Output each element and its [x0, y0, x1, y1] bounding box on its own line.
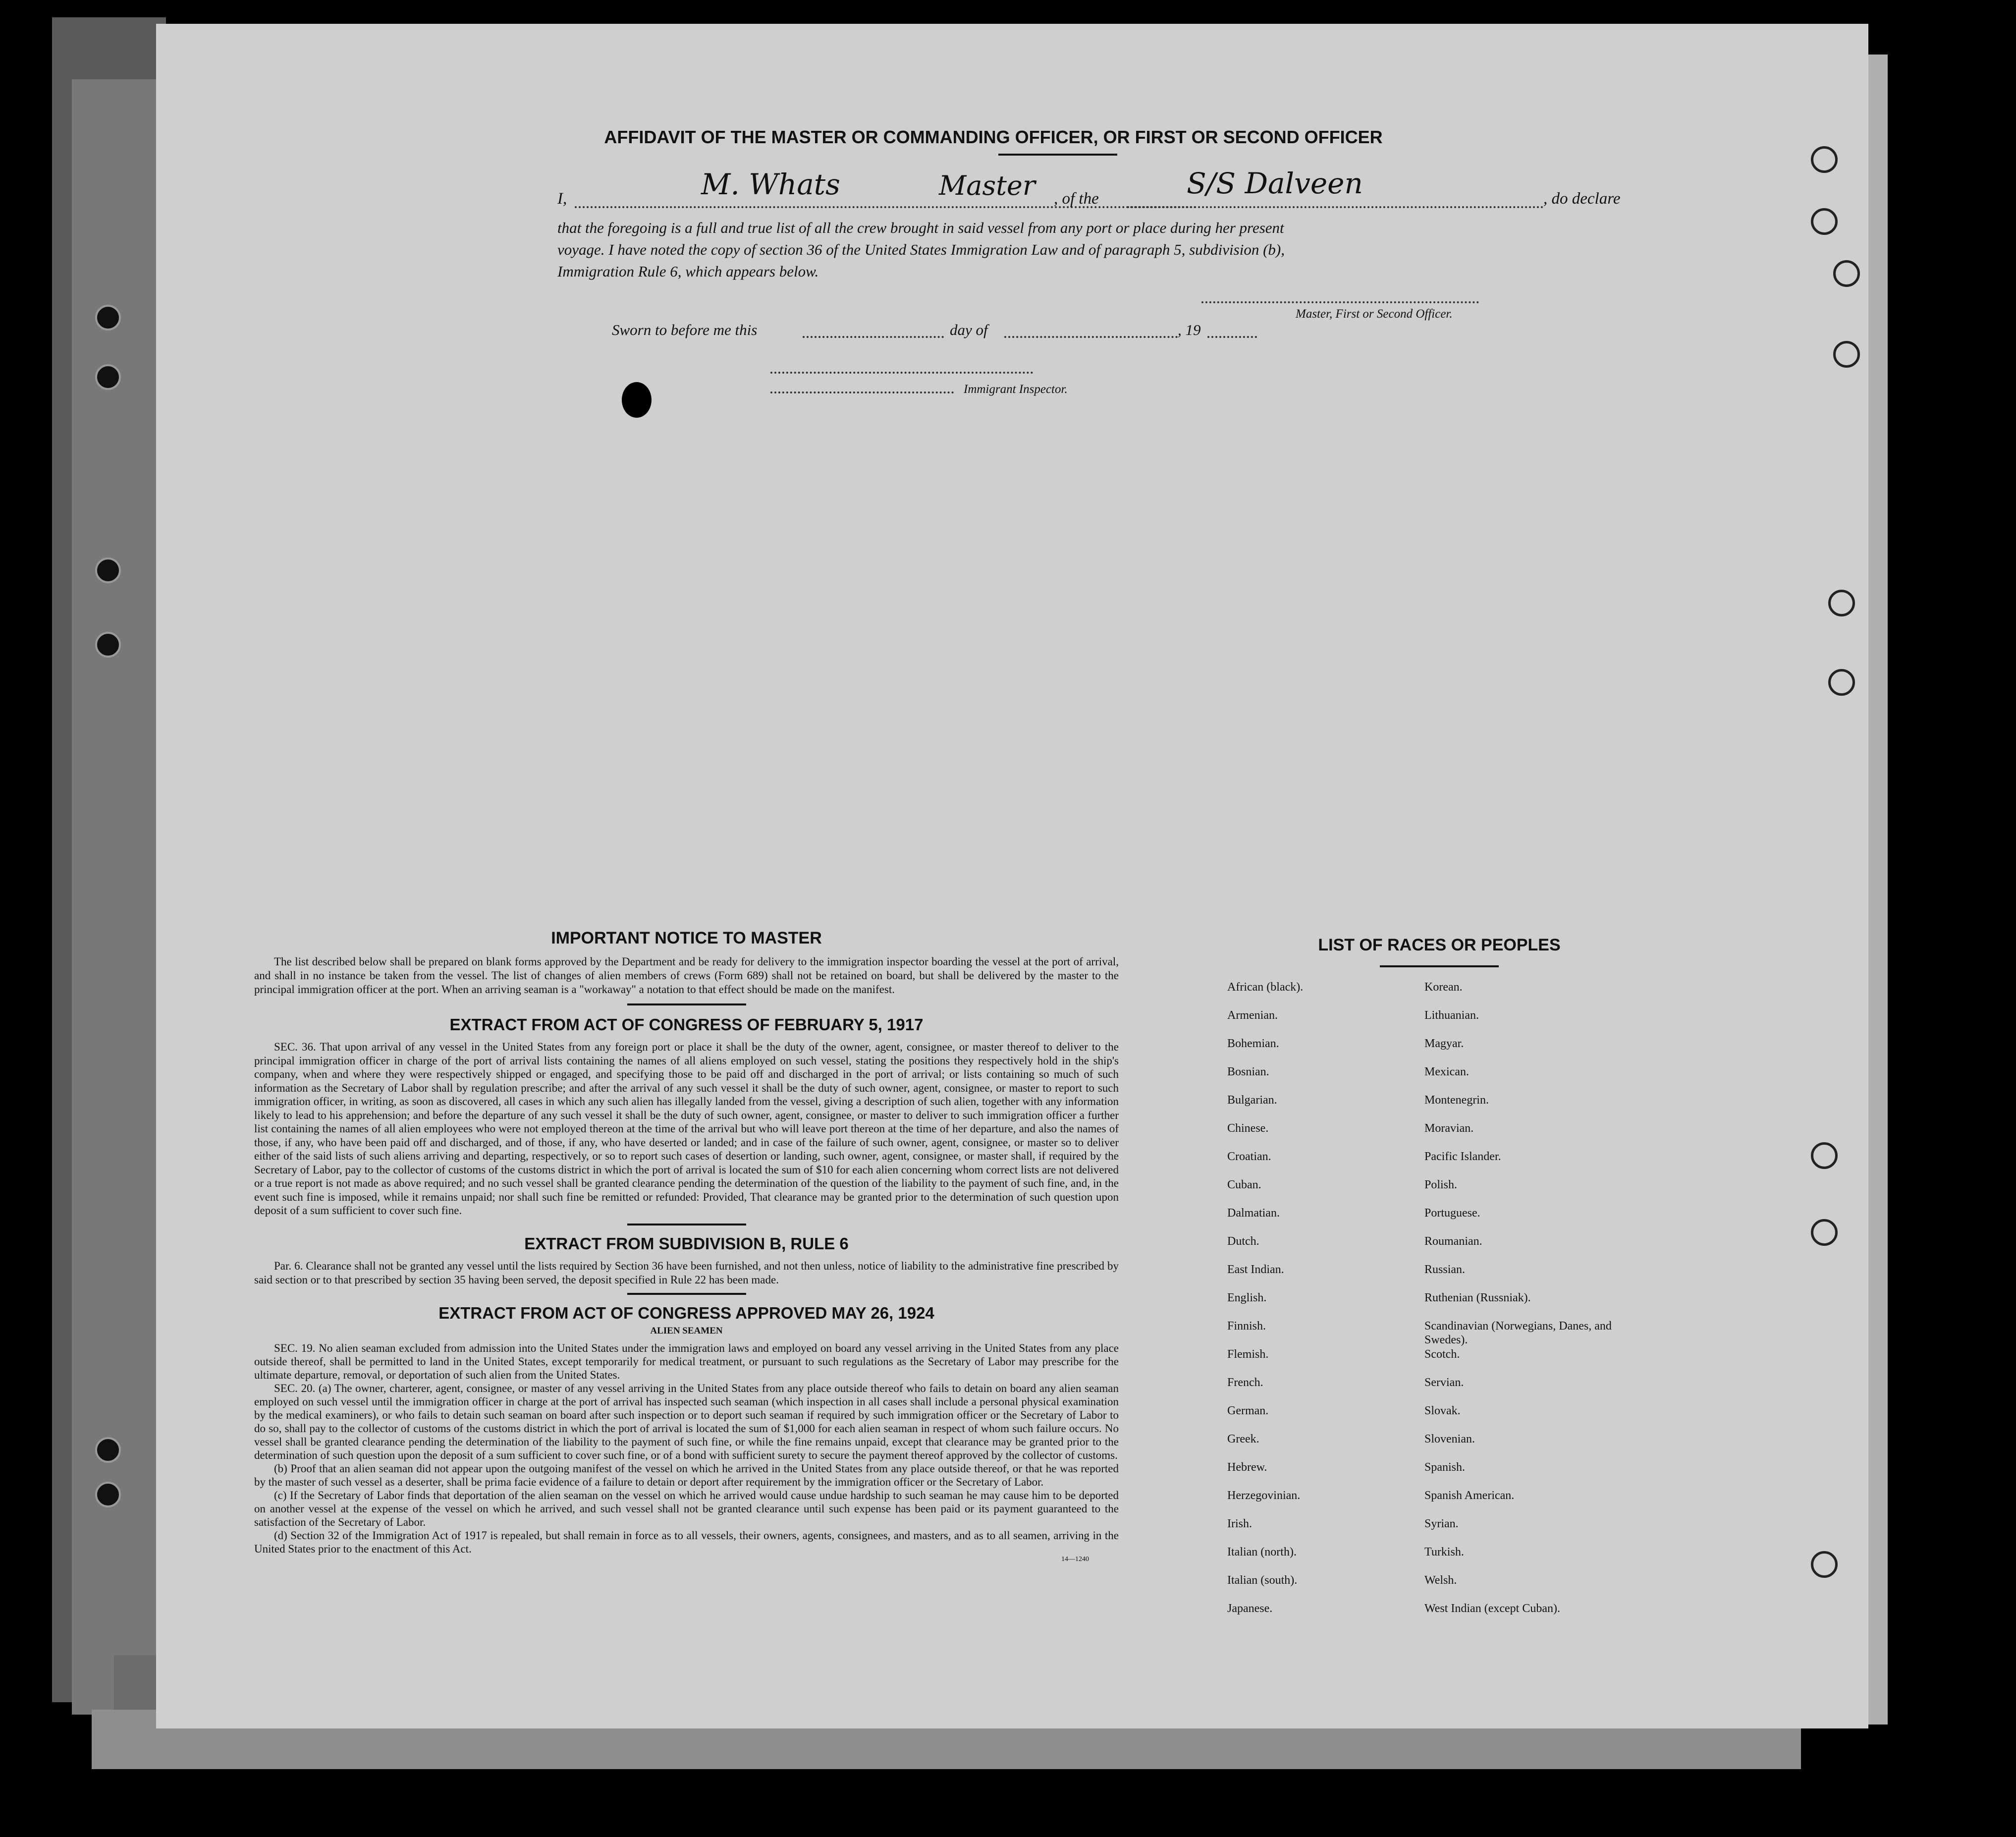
- signature-field-line: [1201, 301, 1479, 303]
- page-edge-shadow: [1868, 55, 1888, 1725]
- race-item: Scotch.: [1424, 1348, 1460, 1361]
- race-item: Chinese.: [1227, 1122, 1269, 1135]
- extract1-divider: [627, 1224, 746, 1225]
- race-item: Armenian.: [1227, 1009, 1278, 1022]
- extract2-divider: [627, 1293, 746, 1295]
- race-item: Turkish.: [1424, 1546, 1464, 1559]
- sec20c-body: (c) If the Secretary of Labor finds that deportation of the alien seaman on the vessel on which he arrived would cause undue hardship to such seaman he may cause him to be deported on another vessel at the expense of the vessel on which he arrived, and such vessel shall not be granted clearance until such expense has been paid or its payment guaranteed to the satisfaction of the Secretary of Labor.: [254, 1489, 1119, 1528]
- race-item: Bohemian.: [1227, 1037, 1279, 1050]
- race-item: Lithuanian.: [1424, 1009, 1479, 1022]
- vessel-handwritten: S/S Dalveen: [1187, 167, 1363, 200]
- notice-divider: [627, 1003, 746, 1005]
- race-item: African (black).: [1227, 981, 1304, 994]
- race-item: West Indian (except Cuban).: [1424, 1602, 1560, 1615]
- punch-hole: [1811, 1219, 1838, 1246]
- race-item: Flemish.: [1227, 1348, 1269, 1361]
- race-item: Dutch.: [1227, 1235, 1259, 1248]
- inspector-line-upper: [770, 372, 1033, 374]
- race-item: Greek.: [1227, 1433, 1259, 1446]
- punch-hole: [1811, 1551, 1838, 1578]
- inspector-line-lower: [770, 391, 954, 393]
- form-number: 14—1240: [1061, 1555, 1089, 1563]
- punch-hole: [1833, 260, 1860, 287]
- extract2-body: Par. 6. Clearance shall not be granted any vessel until the lists required by Section 36 have been furnished, and not then unless, notice of liability to the administrative fine prescribed by said section or to that prescribed by section 35 having been served, the deposit specified in Rule 22 has been made.: [254, 1259, 1119, 1286]
- race-item: Herzegovinian.: [1227, 1489, 1301, 1502]
- title-underline: [998, 154, 1117, 156]
- races-title: LIST OF RACES OR PEOPLES: [1318, 936, 1561, 954]
- races-column-2: [1424, 980, 1637, 1630]
- binder-hole: [95, 305, 121, 331]
- race-item: Magyar.: [1424, 1037, 1464, 1050]
- signature-caption: Master, First or Second Officer.: [1296, 307, 1453, 321]
- extract1-body: SEC. 36. That upon arrival of any vessel in the United States from any foreign port or place it shall be the duty of the owner, agent, consignee, or master thereof to deliver to the principal immigration officer in charge of the port of arrival lists containing the names of all aliens employed on such vessel, stating the positions they respectively hold in the ship's company, when and where they were respectively shipped or engaged, and specifying those to be paid off and discharged in the port of arrival; or lists containing so much of such information as the Secretary of Labor shall by regulation prescribe; and after the arrival of any such vessel it shall be the duty of such owner, agent, consignee, or master to report to such immigration officer, in writing, as soon as discovered, all cases in which any such alien has illegally landed from the vessel, giving a description of such alien, together with any information likely to lead to his apprehension; and before the departure of any such vessel it shall be the duty of such owner, agent, consignee, or master to deliver to such immigration officer a further list containing the names of all alien employees who were not employed thereon at the time of the arrival but who will leave port thereon at the time of her departure, and also the names of those, if any, who have been paid off and discharged, and of those, if any, who have deserted or landed; and in case of the failure of such owner, agent, consignee, or master so to deliver either of the said lists of such aliens arriving and departing, respectively, or so to report such cases of desertion or landing, such owner, agent, consignee, or master shall, if required by the Secretary of Labor, pay to the collector of customs of the customs district in which the port of arrival is located the sum of $10 for each alien concerning whom correct lists are not delivered or a true report is not made as above required; and no such vessel shall be granted clearance pending the determination of the question of the liability to the payment of such fine, and, in the event such fine is imposed, while it remains unpaid; nor shall such fine be remitted or refunded: Provided, That clearance may be granted prior to the determination of such question upon deposit of a sum sufficient to cover such fine.: [254, 1041, 1119, 1217]
- declaration-line-3: Immigration Rule 6, which appears below.: [557, 263, 819, 280]
- race-item: Portuguese.: [1424, 1207, 1480, 1220]
- race-item: Dalmatian.: [1227, 1207, 1280, 1220]
- race-item: Korean.: [1424, 981, 1463, 994]
- punch-hole: [1811, 208, 1838, 235]
- race-item: Italian (north).: [1227, 1546, 1297, 1559]
- sworn-month-line: [1004, 336, 1178, 338]
- race-item: Spanish.: [1424, 1461, 1466, 1474]
- declaration-line-2: voyage. I have noted the copy of section 36 of the United States Immigration Law and of paragraph 5, subdivision (b),: [557, 241, 1285, 258]
- extract2-title: EXTRACT FROM SUBDIVISION B, RULE 6: [524, 1234, 849, 1253]
- affidavit-declaration: [557, 217, 1697, 282]
- binder-hole: [95, 557, 121, 583]
- race-item: Finnish.: [1227, 1320, 1266, 1333]
- sworn-year-line: [1207, 336, 1257, 338]
- race-item: Bulgarian.: [1227, 1094, 1277, 1107]
- binder-hole: [95, 632, 121, 658]
- binder-hole: [95, 1437, 121, 1463]
- declaration-line-1: that the foregoing is a full and true list of all the crew brought in said vessel from any port or place during her present: [557, 219, 1284, 236]
- vessel-field-line: [1127, 206, 1543, 208]
- race-item: Roumanian.: [1424, 1235, 1482, 1248]
- race-item: Ruthenian (Russniak).: [1424, 1291, 1531, 1304]
- inspector-caption: Immigrant Inspector.: [964, 383, 1068, 396]
- punch-hole: [1833, 341, 1860, 368]
- race-item: Moravian.: [1424, 1122, 1474, 1135]
- race-item: Irish.: [1227, 1517, 1252, 1530]
- document-page: [156, 24, 1868, 1728]
- sec20d-body: (d) Section 32 of the Immigration Act of 1917 is repealed, but shall remain in force as to all vessels, their owners, agents, consignees, and masters, and as to all seamen, arriving in the United States prior to the enactment of this Act.: [254, 1529, 1119, 1555]
- race-item: Pacific Islander.: [1424, 1150, 1501, 1163]
- sec20b-body: (b) Proof that an alien seaman did not appear upon the outgoing manifest of the vessel on which he arrived in the United States from any place outside thereof, or that he was reported by the master of such vessel as a deserter, shall be prima facie evidence of a failure to detain or deport after requirement by the immigration officer or the Secretary of Labor.: [254, 1462, 1119, 1488]
- extract3-title: EXTRACT FROM ACT OF CONGRESS APPROVED MAY 26, 1924: [438, 1303, 934, 1322]
- binder-hole: [95, 364, 121, 390]
- race-item: Japanese.: [1227, 1602, 1273, 1615]
- sworn-day-line: [803, 336, 944, 338]
- punch-hole: [1811, 146, 1838, 173]
- race-item: Welsh.: [1424, 1574, 1457, 1587]
- race-item: German.: [1227, 1404, 1269, 1417]
- year-label: , 19: [1178, 321, 1201, 338]
- affidavit-title: AFFIDAVIT OF THE MASTER OR COMMANDING OFFICER, OR FIRST OR SECOND OFFICER: [604, 127, 1383, 147]
- races-column-1: [1227, 980, 1425, 1630]
- race-item: East Indian.: [1227, 1263, 1284, 1276]
- race-item: Bosnian.: [1227, 1065, 1269, 1078]
- sec20a-body: SEC. 20. (a) The owner, charterer, agent, consignee, or master of any vessel arriving in the United States from any place outside thereof who fails to detain on board any alien seaman employed on such vessel until the immigration officer in charge at the port of arrival has inspected such seaman (which inspection in all cases shall include a personal physical examination by the medical examiners), or who fails to detain such seaman on board after such inspection or to deport such seaman if required by such immigration officer or the Secretary of Labor to do so, shall pay to the collector of customs of the customs district in which the port of arrival is located the sum of $1,000 for each alien seaman in respect of whom such failure occurs. No vessel shall be granted clearance pending the determination of the liability to the payment of such fine, or while the fine remains unpaid, except that clearance may be granted prior to the determination of such question upon the deposit of a sum sufficient to cover such fine, or of a bond with sufficient surety to secure the payment thereof approved by the collector of customs.: [254, 1382, 1119, 1461]
- punch-hole: [1828, 590, 1855, 616]
- race-item: Scandinavian (Norwegians, Danes, and Swedes).: [1424, 1320, 1612, 1346]
- of-the-label: , of the: [1054, 190, 1099, 208]
- rank-handwritten: Master: [939, 170, 1035, 201]
- sworn-label: Sworn to before me this: [612, 321, 758, 338]
- race-item: English.: [1227, 1291, 1267, 1304]
- binder-hole: [95, 1482, 121, 1507]
- notice-body: The list described below shall be prepared on blank forms approved by the Department and be ready for delivery to the immigration inspector boarding the vessel at the port of arrival, and shall in no instance be taken from the vessel. The list of changes of alien members of crews (Form 689) shall not be retained on board, but shall be delivered by the master to the principal immigration officer at the port. When an arriving seaman is a "workaway" a notation to that effect should be made on the manifest.: [254, 955, 1119, 996]
- extract3-subtitle: ALIEN SEAMEN: [650, 1325, 723, 1336]
- race-item: Polish.: [1424, 1178, 1458, 1191]
- notice-column: [254, 929, 1119, 1563]
- extract1-title: EXTRACT FROM ACT OF CONGRESS OF FEBRUARY 5, 1917: [449, 1015, 924, 1034]
- race-item: Italian (south).: [1227, 1574, 1298, 1587]
- punch-hole: [1811, 1142, 1838, 1169]
- race-item: Russian.: [1424, 1263, 1466, 1276]
- race-item: Spanish American.: [1424, 1489, 1515, 1502]
- race-item: Slovenian.: [1424, 1433, 1475, 1446]
- name-field-line: [575, 206, 1197, 208]
- do-declare-label: , do declare: [1543, 190, 1621, 208]
- name-handwritten: M. Whats: [701, 167, 840, 201]
- race-item: Slovak.: [1424, 1404, 1461, 1417]
- notice-title: IMPORTANT NOTICE TO MASTER: [551, 929, 822, 947]
- race-item: Hebrew.: [1227, 1461, 1267, 1474]
- races-underline: [1380, 965, 1499, 967]
- race-item: Servian.: [1424, 1376, 1464, 1389]
- day-of-label: day of: [950, 321, 988, 338]
- affidavit-i-label: I,: [557, 190, 567, 208]
- race-item: Cuban.: [1227, 1178, 1261, 1191]
- ink-blot: [622, 382, 652, 418]
- sec19-body: SEC. 19. No alien seaman excluded from admission into the United States under the immigration laws and employed on board any vessel arriving in the United States from any place outside thereof, shall be permitted to land in the United States, except temporarily for medical treatment, or pursuant to such regulations as the Secretary of Labor may prescribe for the ultimate departure, removal, or deportation of such alien from the United States.: [254, 1341, 1119, 1381]
- race-item: Croatian.: [1227, 1150, 1271, 1163]
- race-item: Syrian.: [1424, 1517, 1459, 1530]
- race-item: Montenegrin.: [1424, 1094, 1489, 1107]
- race-item: Mexican.: [1424, 1065, 1469, 1078]
- punch-hole: [1828, 669, 1855, 696]
- race-item: French.: [1227, 1376, 1263, 1389]
